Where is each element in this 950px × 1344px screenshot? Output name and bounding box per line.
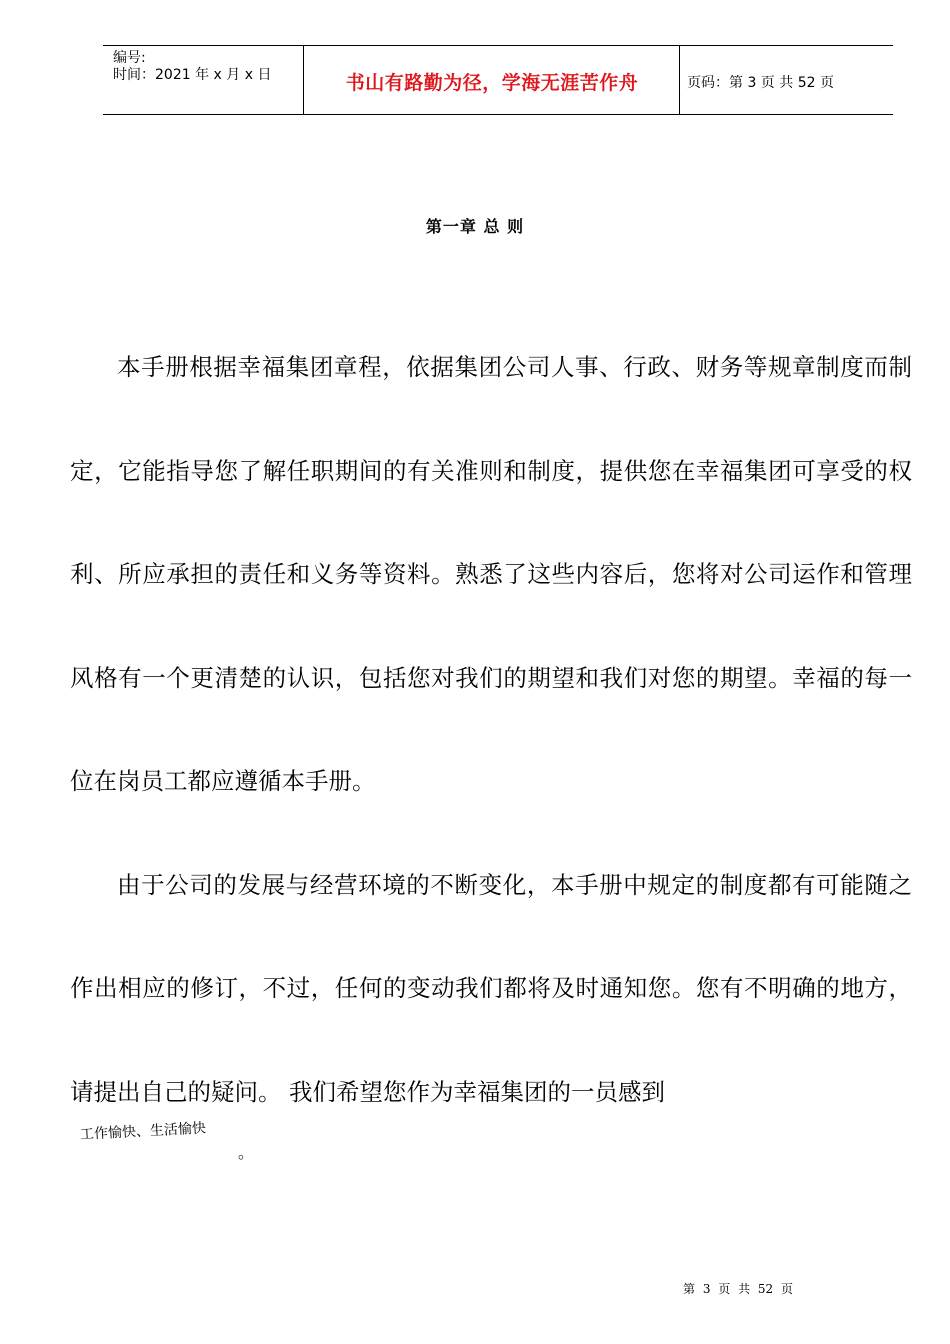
closing-phrase: 工作愉快、生活愉快	[79, 1120, 207, 1143]
chapter-title: 第一章 总 则	[425, 217, 525, 236]
body-text	[70, 316, 912, 1144]
header-divider	[303, 46, 304, 114]
closing-period: 。	[238, 1143, 255, 1162]
header-meta	[113, 50, 271, 84]
paragraph: 由于公司的发展与经营环境的不断变化，本手册中规定的制度都有可能随之作出相应的修订，不过，任何的变动我们都将及时通知您。您有不明确的地方， 请提出自己的疑问。 我们希望您作为幸福集团的一员感到	[70, 870, 912, 1106]
paragraph: 本手册根据幸福集团章程，依据集团公司人事、行政、财务等规章制度而制定，它能指导您了解任职期间的有关准则和制度，提供您在幸福集团可享受的权利、所应承担的责任和义务等资料。熟悉了这些内容后，您将对公司运作和管理风格有一个更清楚的认识，包括您对我们的期望和我们对您的期望。幸福的每一位在岗员工都应遵循本手册。	[70, 353, 912, 795]
page-footer: 第 3 页 共 52 页	[683, 1282, 793, 1296]
header-page-info: 页码：第 3 页 共 52 页	[687, 75, 834, 91]
number-label: 编号:	[113, 50, 146, 66]
header-divider	[679, 46, 680, 114]
header-motto: 书山有路勤为径，学海无涯苦作舟	[345, 72, 639, 94]
time-label: 时间：2021 年 x 月 x 日	[113, 67, 272, 83]
document-header	[103, 45, 893, 115]
